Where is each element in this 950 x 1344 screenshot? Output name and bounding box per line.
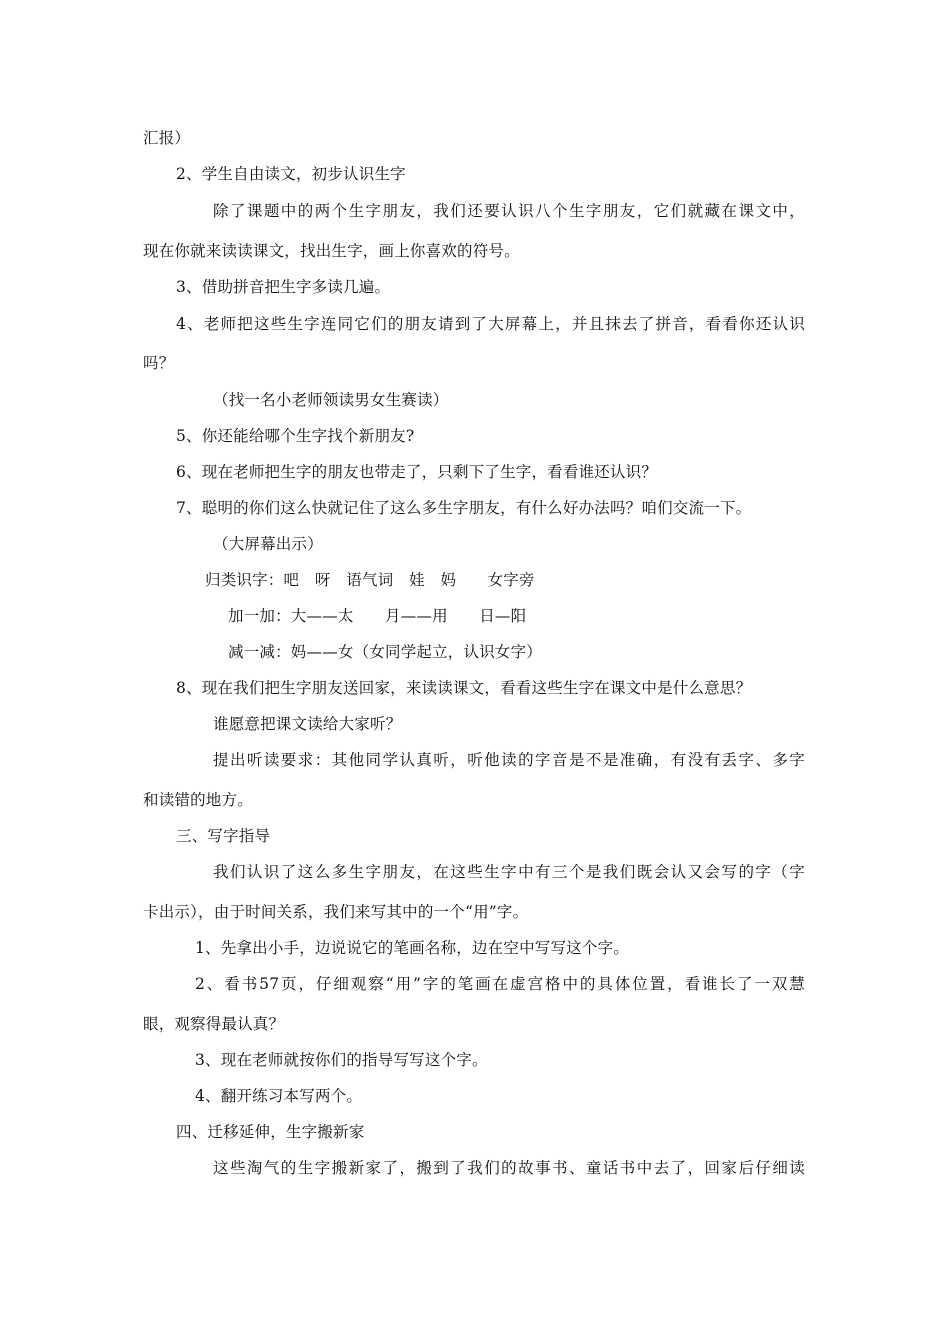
- section-heading: 四、迁移延伸，生字搬新家: [176, 1123, 365, 1141]
- word-group-line: 加一加：大——太 月——用 日—阳: [228, 607, 527, 625]
- word-group-line: 归类识字：吧 呀 语气词 娃 妈 女字旁: [205, 571, 535, 589]
- text-line: 和读错的地方。: [143, 791, 253, 809]
- step-heading: 3、借助拼音把生字多读几遍。: [176, 278, 391, 296]
- text-line: 除了课题中的两个生字朋友，我们还要认识八个生字朋友，它们就藏在课文中，: [213, 202, 805, 220]
- text-line: 吗？: [143, 354, 175, 372]
- step-heading: 5、你还能给哪个生字找个新朋友?: [176, 427, 415, 445]
- step-heading: 6、现在老师把生字的朋友也带走了，只剩下了生字，看看谁还认识？: [176, 463, 658, 481]
- word-group-line: 减一减：妈——女（女同学起立，认识女字）: [228, 643, 543, 661]
- text-line: 卡出示），由于时间关系，我们来写其中的一个“用”字。: [143, 903, 529, 921]
- text-line: 这些淘气的生字搬新家了，搬到了我们的故事书、童话书中去了，回家后仔细读: [213, 1159, 805, 1177]
- note-line: （找一名小老师领读男女生赛读）: [213, 391, 449, 409]
- step-heading: 7、聪明的你们这么快就记住了这么多生字朋友，有什么好办法吗？咱们交流一下。: [176, 499, 752, 517]
- text-line: 现在你就来读读课文，找出生字，画上你喜欢的符号。: [143, 242, 520, 260]
- step-heading: 8、现在我们把生字朋友送回家，来读读课文，看看这些生字在课文中是什么意思？: [176, 679, 752, 697]
- note-line: （大屏幕出示）: [213, 535, 323, 553]
- text-line: 提出听读要求：其他同学认真听，听他读的字音是不是准确，有没有丢字、多字: [213, 751, 805, 769]
- text-line: 汇报）: [143, 129, 191, 147]
- step-heading: 1、先拿出小手，边说说它的笔画名称，边在空中写写这个字。: [195, 939, 629, 957]
- text-line: 谁愿意把课文读给大家听？: [213, 715, 402, 733]
- step-heading: 3、现在老师就按你们的指导写写这个字。: [195, 1051, 488, 1069]
- step-heading: 4、翻开练习本写两个。: [195, 1087, 363, 1105]
- section-heading: 三、写字指导: [176, 827, 271, 845]
- text-line: 我们认识了这么多生字朋友，在这些生字中有三个是我们既会认又会写的字（字: [213, 863, 805, 881]
- step-heading: 2、看书57页，仔细观察“用”字的笔画在虚宫格中的具体位置，看谁长了一双慧: [195, 975, 805, 993]
- text-line: 眼，观察得最认真？: [143, 1015, 285, 1033]
- step-heading: 4、老师把这些生字连同它们的朋友请到了大屏幕上，并且抹去了拼音，看看你还认识: [176, 315, 805, 333]
- step-heading: 2、学生自由读文，初步认识生字: [176, 165, 406, 183]
